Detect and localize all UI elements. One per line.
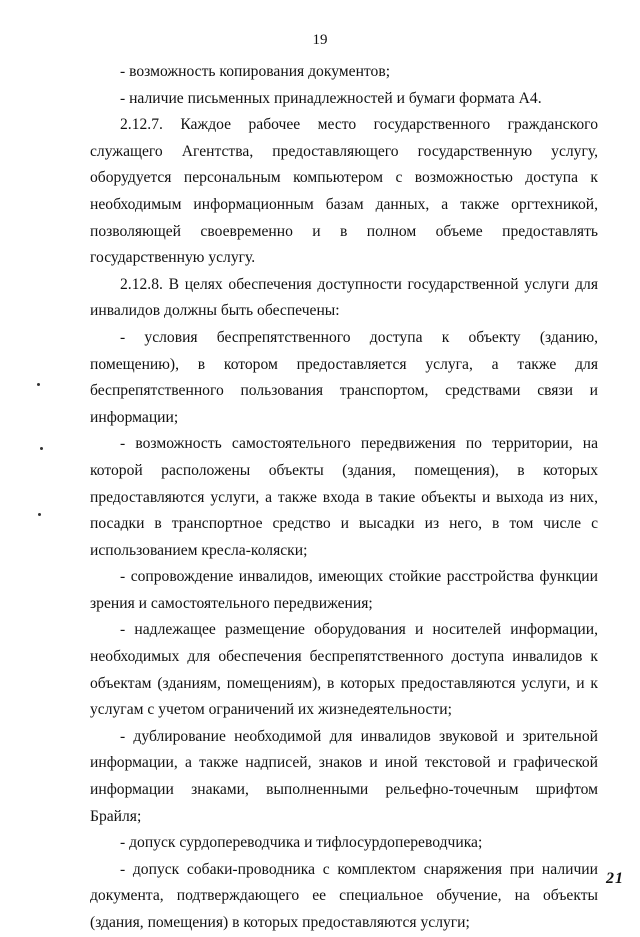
paragraph-guide-dog: - допуск собаки-проводника с комплектом снаряжения при наличии документа, подтверждающего ее специальное обучение, на объекты (здания, помещения) в которых предоставляются услуги; [90, 860, 598, 931]
document-body [90, 59, 598, 937]
scan-speck [40, 447, 43, 450]
paragraph-2-12-8: 2.12.8. В целях обеспечения доступности государственной услуги для инвалидов должны быть обеспечены: [90, 275, 598, 320]
paragraph-sign-interpreter: - допуск сурдопереводчика и тифлосурдопереводчика; [120, 834, 483, 852]
paragraph-escort: - сопровождение инвалидов, имеющих стойкие расстройства функции зрения и самостоятельного передвижения; [90, 568, 598, 612]
handwritten-page-number: 21 [606, 870, 624, 887]
paragraph-independent-movement: - возможность самостоятельного передвижения по территории, на которой расположены объекты (здания, помещения), в которых предоставляются услуги, а также входа в такие объекты и выхода из них, посадки в транспортное средство и высадки из него, в том числе с использованием кресла-коляски; [90, 435, 598, 559]
paragraph-2-12-7: 2.12.7. Каждое рабочее место государственного гражданского служащего Агентства, предоставляющего государственную услугу, оборудуется персональным компьютером с возможностью доступа к необходимым информационным базам данных, а также оргтехникой, позволяющей своевременно и в полном объеме предоставлять государственную услугу. [90, 116, 598, 267]
paragraph-stationery: - наличие письменных принадлежностей и бумаги формата А4. [120, 89, 542, 107]
paragraph-equipment-placement: - надлежащее размещение оборудования и носителей информации, необходимых для обеспечения беспрепятственного доступа инвалидов к объектам (зданиям, помещениям), в которых предоставляются услуги, и к услугам с учетом ограничений их жизнедеятельности; [90, 621, 598, 719]
page-number: 19 [312, 32, 328, 48]
paragraph-access-conditions: - условия беспрепятственного доступа к объекту (зданию, помещению), в котором предоставляется услуга, а также для беспрепятственного пользования транспортом, средствами связи и информации; [90, 328, 598, 426]
scan-speck [38, 513, 41, 516]
scan-speck [37, 383, 40, 386]
paragraph-copying: - возможность копирования документов; [120, 63, 391, 80]
paragraph-information-duplication: - дублирование необходимой для инвалидов звуковой и зрительной информации, а также надписей, знаков и иной текстовой и графической информации знаками, выполненными рельефно-точечным шрифтом Брайля; [90, 727, 598, 825]
